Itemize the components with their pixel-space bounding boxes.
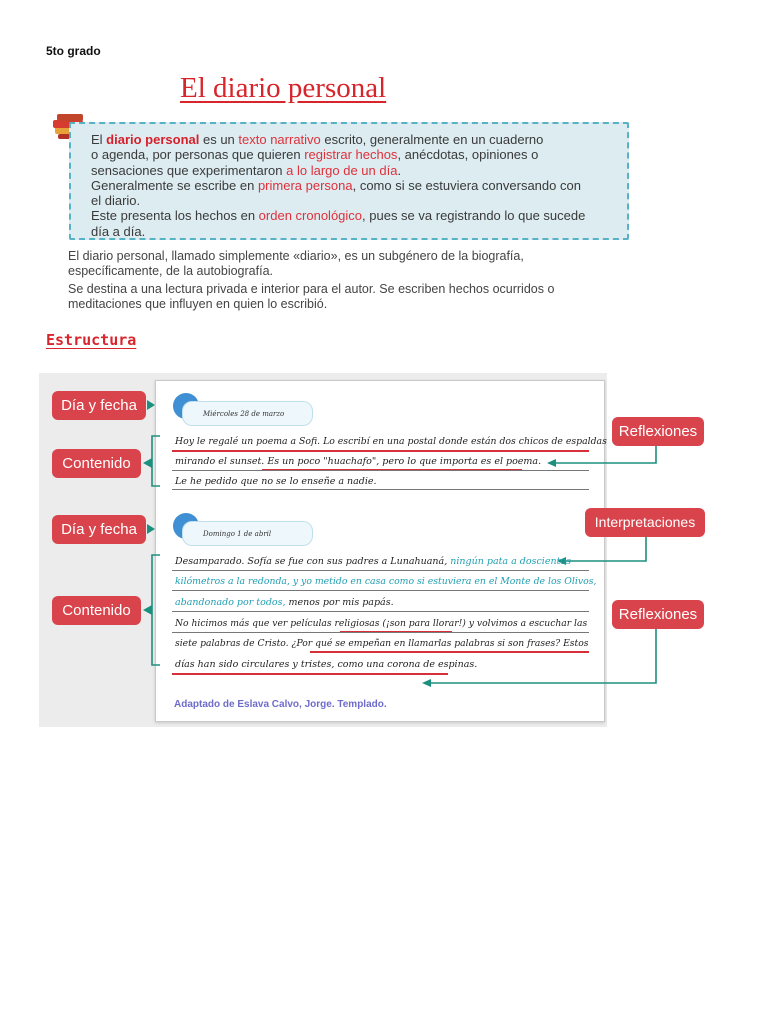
paragraph-biography: El diario personal, llamado simplemente «diario», es un subgénero de la biografía, específicamente, de la autobiografía. bbox=[68, 249, 524, 278]
entry2-interpretation-start: ningún pata a doscientos bbox=[450, 556, 571, 567]
label-dia-fecha-1: Día y fecha bbox=[52, 391, 146, 420]
grade-label: 5to grado bbox=[46, 44, 101, 58]
underline-red bbox=[310, 651, 589, 653]
label-dia-fecha-2: Día y fecha bbox=[52, 515, 146, 544]
definition-text-segment: . bbox=[397, 162, 402, 178]
label-reflexiones-1: Reflexiones bbox=[612, 417, 704, 446]
definition-keyword: texto narrativo bbox=[238, 132, 321, 147]
label-reflexiones-2: Reflexiones bbox=[612, 600, 704, 629]
page-title: El diario personal bbox=[180, 72, 387, 104]
label-contenido-1: Contenido bbox=[52, 449, 141, 478]
underline-red bbox=[172, 673, 448, 675]
definition-text-segment: , como si se estuviera conversando con bbox=[352, 177, 581, 193]
entry2-line1 bbox=[175, 556, 571, 567]
credit-text: Adaptado de Eslava Calvo, Jorge. Templado. bbox=[174, 699, 387, 710]
entry1-line3: Le he pedido que no se lo enseñe a nadie. bbox=[175, 476, 377, 487]
definition-keyword: primera persona bbox=[257, 177, 353, 193]
definition-text-segment: sensaciones que experimentaron bbox=[91, 162, 287, 178]
entry1-reflection: Es un poco "huachafo", pero lo que importa es el poema. bbox=[267, 456, 542, 467]
entry1-line2-start: mirando el sunset. bbox=[175, 456, 268, 467]
definition-text-segment: es un bbox=[199, 132, 239, 147]
notebook-line bbox=[172, 632, 589, 633]
notebook-line bbox=[172, 489, 589, 490]
notebook-line bbox=[172, 590, 589, 591]
label-contenido-2: Contenido bbox=[52, 596, 141, 625]
entry2-line2: kilómetros a la redonda, y yo metido en casa como si estuviera en el Monte de los Olivos, bbox=[175, 576, 597, 587]
definition-text-segment: Generalmente se escribe en bbox=[91, 177, 258, 193]
definition-text-segment: escrito, generalmente en un cuaderno bbox=[320, 132, 544, 147]
entry1-line1: Hoy le regalé un poema a Sofi. Lo escribí en una postal donde están dos chicos de espaldas bbox=[175, 436, 607, 447]
label-interpretaciones: Interpretaciones bbox=[585, 508, 705, 537]
section-title-estructura: Estructura bbox=[46, 331, 137, 349]
entry2-date: Domingo 1 de abril bbox=[182, 521, 313, 546]
underline-red bbox=[172, 450, 589, 452]
entry2-interpretation-end: abandonado por todos, bbox=[175, 597, 289, 608]
entry2-line5: siete palabras de Cristo. ¿Por qué se empeñan en llamarlas palabras si son frases? Estos bbox=[175, 638, 589, 649]
definition-text-segment: , pues se va registrando lo que sucede bbox=[362, 208, 586, 224]
notebook-line bbox=[172, 611, 589, 612]
entry1-line2 bbox=[175, 456, 541, 467]
entry2-line3-end: menos por mis papás. bbox=[288, 597, 394, 608]
entry2-line6: días han sido circulares y tristes, como una corona de espinas. bbox=[175, 659, 478, 670]
definition-text-segment: el diario. bbox=[91, 193, 141, 209]
entry1-date: Miércoles 28 de marzo bbox=[182, 401, 313, 426]
paragraph-purpose: Se destina a una lectura privada e interior para el autor. Se escriben hechos ocurridos o meditaciones que influyen en quien lo escribió. bbox=[68, 282, 555, 311]
definition-text-segment: o agenda, por personas que quieren bbox=[91, 147, 305, 163]
notebook-line bbox=[172, 570, 589, 571]
definition-keyword: orden cronológico bbox=[258, 208, 363, 224]
definition-text-segment: El bbox=[91, 132, 107, 147]
definition-text-segment: día a día. bbox=[91, 223, 146, 239]
definition-keyword: registrar hechos bbox=[304, 147, 398, 163]
entry2-line1-start: Desamparado. Sofía se fue con sus padres a Lunahuaná, bbox=[175, 556, 451, 567]
definition-keyword: diario personal bbox=[106, 132, 200, 147]
entry2-line3 bbox=[175, 597, 394, 608]
definition-text-segment: , anécdotas, opiniones o bbox=[397, 147, 539, 163]
definition-keyword: a lo largo de un día bbox=[286, 162, 398, 178]
definition-text-segment: Este presenta los hechos en bbox=[91, 208, 259, 224]
notebook-line bbox=[172, 470, 589, 471]
entry2-line4: No hicimos más que ver películas religiosas (¡son para llorar!) y volvimos a escuchar las bbox=[175, 618, 588, 629]
